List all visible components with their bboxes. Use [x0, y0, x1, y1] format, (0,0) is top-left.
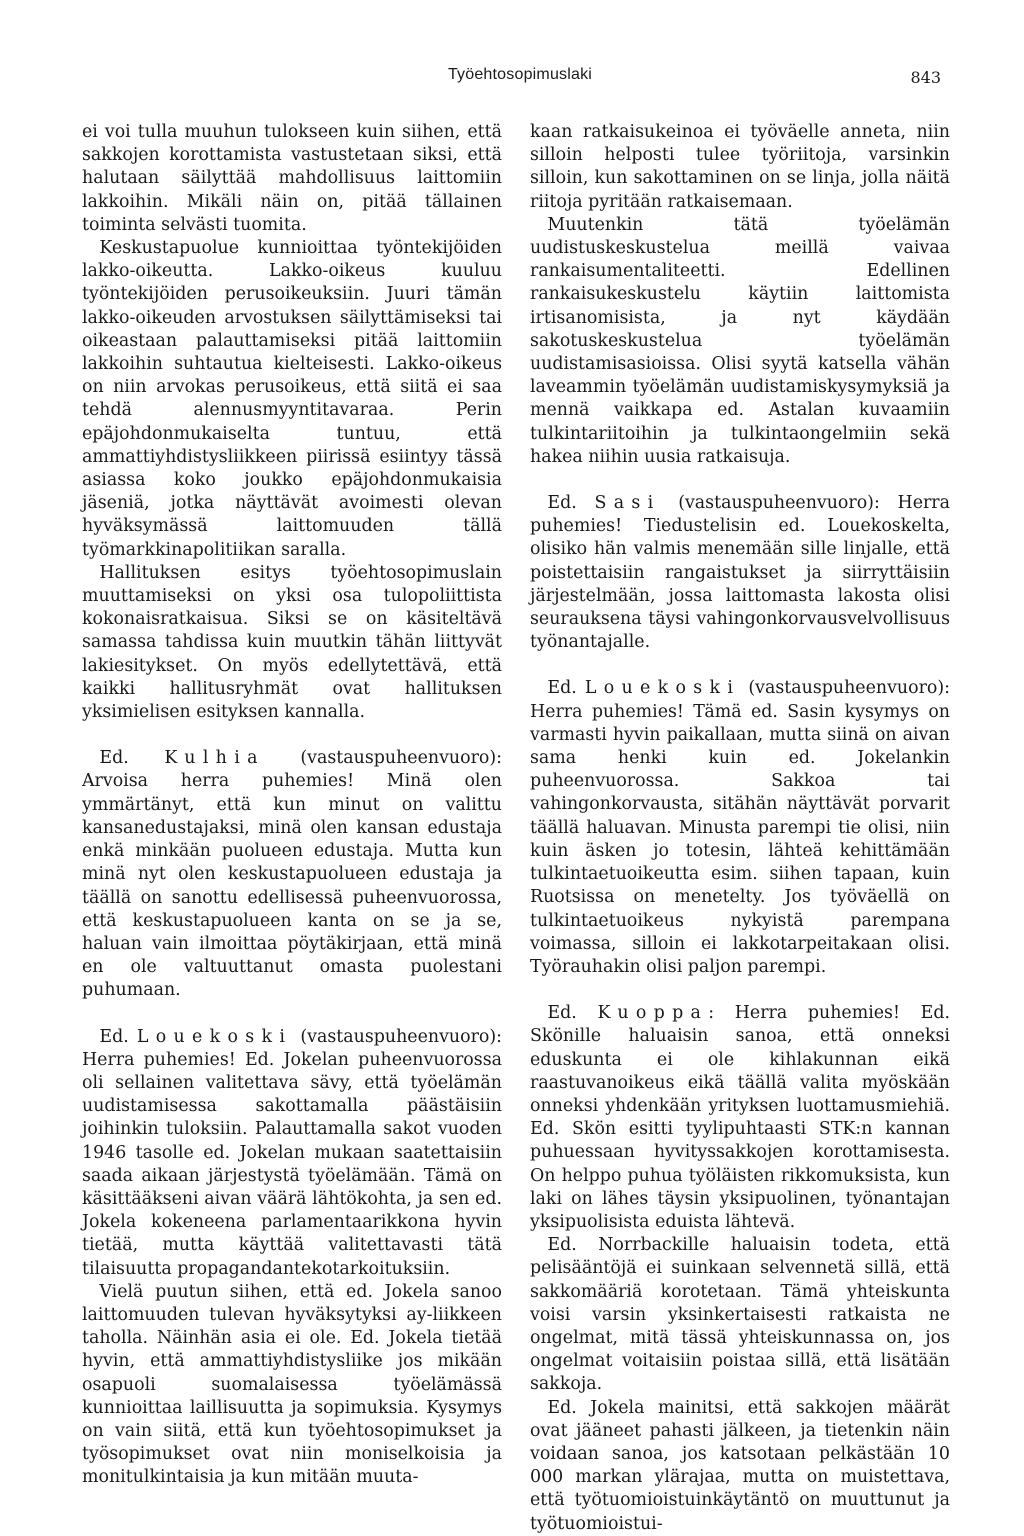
paragraph: Vielä puutun siihen, että ed. Jokela sanoo laittomuuden tulevan hyväksytyksi ay-liikkeen taholla. Näinhän asia ei ole. Ed. Jokela tietää hyvin, että ammattiyhdistysliike jos mikään osapuoli suomalaisessa työelämässä kunnioittaa laillisuutta ja sopimuksia. Kysymys on vain siitä, että kun työehtosopimukset ja työsopimukset ovat niin moniselkoisia ja monitulkintaisia ja kun mitään muuta-: [82, 1281, 502, 1488]
speech-prefix: Ed.: [547, 678, 585, 699]
speaker-name: Kulhia: [164, 748, 265, 769]
speech-text: (vastauspuheenvuoro): Arvoisa herra puhemies! Minä olen ymmärtänyt, että kun minut on valittu kansanedustajaksi, minä olen kansan edustaja enkä minkään puolueen edustaja. Mutta kun minä nyt olen keskustapuolueen edustaja ja täällä on sanottu edellisessä puheenvuorossa, että keskustapuolueen kanta on se ja se, haluan vain ilmoittaa pöytäkirjaan, että minä en ole valtuuttanut omasta puolestani puhumaan.: [82, 748, 503, 1001]
left-column: [82, 121, 502, 1490]
speech-text: (vastauspuheenvuoro): Herra puhemies! Ed. Jokelan puheenvuorossa oli sellainen valitettava sävy, että työelämän uudistamisessa sakottamalla päästäisiin joihinkin tuloksiin. Palauttamalla sakot vuoden 1946 tasolle ed. Jokelan mukaan saatettaisiin saada aikaan järjestystä työelämään. Tämä on käsittääkseni aivan väärä lähtökohta, ja sen ed. Jokela kokeneena parlamentaarikkona hyvin tietää, mutta käyttää valitettavasti tätä tilaisuutta propagandantekotarkoituksiin.: [82, 1026, 503, 1279]
paragraph: Muutenkin tätä työelämän uudistuskeskustelua meillä vaivaa rankaisumentaliteetti. Edellinen rankaisukeskustelu käytiin laittomista irtisanomisista, ja nyt käydään sakotuskeskustelua työelämän uudistamisasioissa. Olisi syytä katsella vähän laveammin työelämän uudistamiskysymyksiä ja mennä vaikkapa ed. Astalan kuvaamiin tulkintariitoihin ja tulkintaongelmiin sekä hakea niihin uusia ratkaisuja.: [530, 214, 950, 467]
speech-text: : Herra puhemies! Ed. Skönille haluaisin sanoa, että onneksi eduskunta ei ole kihlakunnan eikä raastuvanoikeus eikä täällä valita myöskään onneksi yhdenkään yrityksen luottamusmiehiä. Ed. Skön esitti tyylipuhtaasti STK:n kannan puhuessaan hyvityssakkojen korottamisesta. On helppo puhua työläisten rikkomuksista, kun laki on lähes täysin yksipuolinen, työnantajan yksipuolisista eduista lähtevä.: [530, 1003, 950, 1232]
speech-prefix: Ed.: [547, 493, 595, 514]
speech-paragraph: [82, 747, 502, 1002]
paragraph: kaan ratkaisukeinoa ei työväelle anneta, niin silloin helposti tulee työriitoja, varsinkin silloin, kun sakottaminen on se linja, jolla näitä riitoja pyritään ratkaisemaan.: [530, 122, 950, 212]
paragraph: Keskustapuolue kunnioittaa työntekijöiden lakko-oikeutta. Lakko-oikeus kuuluu työntekijöiden perusoikeuksiin. Juuri tämän lakko-oikeuden arvostuksen säilyttämiseksi tai oikeastaan palauttamiseksi pitää laittomiin lakkoihin suhtautua kielteisesti. Lakko-oikeus on niin arvokas perusoikeus, että siitä ei saa tehdä alennusmyyntitavaraa. Perin epäjohdonmukaiselta tuntuu, että ammattiyhdistysliikkeen piirissä esiintyy tässä asiassa koko joukko epäjohdonmukaisia jäseniä, jotka näyttävät avoimesti olevan hyväksymässä laittomuuden tällä työmarkkinapolitiikan saralla.: [82, 238, 502, 560]
speech-paragraph: [530, 492, 950, 654]
paragraph: Hallituksen esitys työehtosopimuslain muuttamiseksi on yksi osa tulopoliittista kokonaisratkaisua. Siksi se on käsiteltävä samassa tahdissa kuin muutkin tähän liittyvät lakiesitykset. On myös edellytettävä, että kaikki hallitusryhmät ovat hallituksen yksimielisen esityksen kannalla.: [82, 562, 502, 723]
speech-paragraph: [530, 1002, 950, 1234]
page-header: [0, 66, 1024, 96]
speech-prefix: Ed.: [99, 748, 165, 769]
speaker-name: Sasi: [594, 493, 661, 514]
speech-paragraph: [82, 1026, 502, 1281]
running-title: Työehtosopimuslaki: [447, 66, 593, 83]
speech-text: (vastauspuheenvuoro): Herra puhemies! Tiedustelisin ed. Louekoskelta, olisiko hän valmis menemään sille linjalle, että poistettaisiin rangaistukset ja siirryttäisiin järjestelmään, jossa laittomasta lakosta olisi seurauksena täysi vahingonkorvausvelvollisuus työnantajalle.: [530, 493, 950, 653]
speaker-name: Kuoppa: [597, 1003, 709, 1024]
speaker-name: Louekoski: [136, 1026, 293, 1047]
paragraph: ei voi tulla muuhun tulokseen kuin siihen, että sakkojen korottamista vastustetaan siksi, että halutaan säilyttää mahdollisuus laittomiin lakkoihin. Mikäli näin on, pitää tällainen toiminta selvästi tuomita.: [82, 122, 502, 235]
speech-prefix: Ed.: [99, 1026, 137, 1047]
speaker-name: Louekoski: [584, 678, 741, 699]
paragraph: Ed. Norrbackille haluaisin todeta, että pelisääntöjä ei suinkaan selvennetä sillä, että sakkomääriä korotetaan. Tämä yhteiskunta voisi varsin yksinkertaisesti ratkaista ne ongelmat, mitä tässä yhteiskunnassa on, jos ongelmat voitaisiin poistaa sillä, että lisätään sakkoja.: [530, 1235, 950, 1395]
speech-text: (vastauspuheenvuoro): Herra puhemies! Tämä ed. Sasin kysymys on varmasti hyvin paikallaan, mutta siinä on aivan sama henki kuin ed. Jokelankin puheenvuorossa. Sakkoa tai vahingonkorvausta, sitähän näyttävät porvarit täällä haluavan. Minusta parempi tie olisi, niin kuin äsken jo totesin, lähteä kehittämään tulkintaetuoikeutta esim. siihen tapaan, kuin Ruotsissa on menetelty. Jos työväellä on tulkintaetuoikeus nykyistä parempana voimassa, silloin ei lakkotarpeitakaan olisi. Työrauhakin olisi paljon parempi.: [530, 678, 951, 977]
speech-prefix: Ed.: [547, 1003, 598, 1024]
paragraph: Ed. Jokela mainitsi, että sakkojen määrät ovat jääneet pahasti jälkeen, ja tietenkin näin voidaan sanoa, jos katsotaan pelkästään 10 000 markan ylärajaa, mutta on muistettava, että työtuomioistuinkäytäntö on muuttunut ja työtuomioistui-: [530, 1397, 950, 1534]
page-number: 843: [910, 68, 941, 87]
right-column: [530, 121, 950, 1536]
speech-paragraph: [530, 677, 950, 979]
